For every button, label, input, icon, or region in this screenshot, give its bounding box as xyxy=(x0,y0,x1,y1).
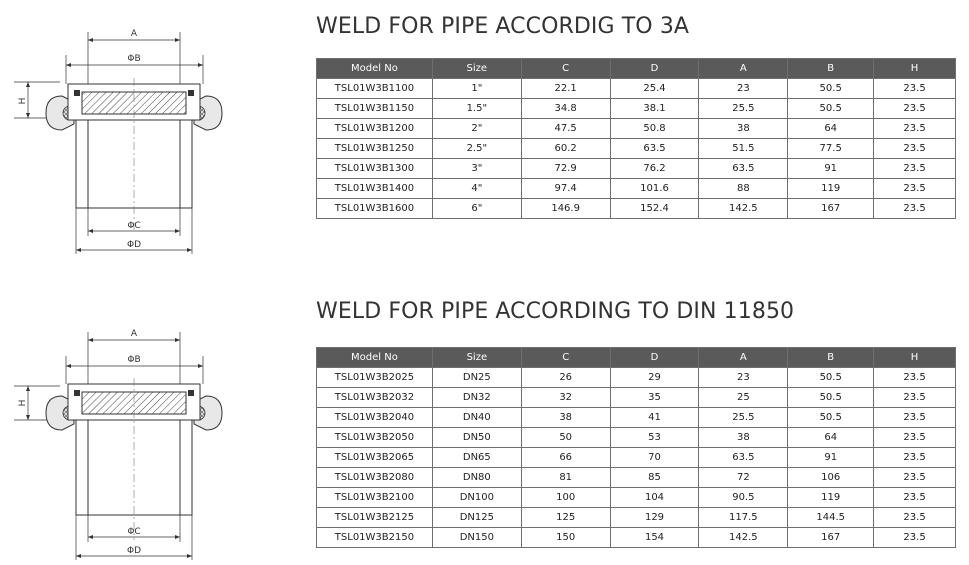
table-cell: 23 xyxy=(699,368,788,388)
table-cell: 66 xyxy=(521,448,610,468)
table-cell: 50.5 xyxy=(788,99,874,119)
table-cell: 100 xyxy=(521,488,610,508)
section-title: WELD FOR PIPE ACCORDING TO DIN 11850 xyxy=(316,299,795,324)
table-cell: TSL01W3B2125 xyxy=(317,508,433,528)
dim-h-label: H xyxy=(18,97,28,105)
table-row xyxy=(317,99,956,119)
dim-b-label: ΦB xyxy=(127,54,141,64)
table-cell: 2" xyxy=(432,119,521,139)
column-header: A xyxy=(699,348,788,368)
table-cell: 70 xyxy=(610,448,699,468)
table-cell: 77.5 xyxy=(788,139,874,159)
spec-table xyxy=(316,347,956,548)
table-cell: 60.2 xyxy=(521,139,610,159)
table-cell: 41 xyxy=(610,408,699,428)
spec-table xyxy=(316,58,956,219)
table-cell: 63.5 xyxy=(699,448,788,468)
table-row xyxy=(317,508,956,528)
table-cell: DN32 xyxy=(432,388,521,408)
column-header: Size xyxy=(432,348,521,368)
table-cell: 23.5 xyxy=(874,488,956,508)
column-header: C xyxy=(521,59,610,79)
table-cell: 152.4 xyxy=(610,199,699,219)
table-cell: 142.5 xyxy=(699,199,788,219)
table-row xyxy=(317,179,956,199)
table-cell: TSL01W3B1400 xyxy=(317,179,433,199)
table-cell: 167 xyxy=(788,199,874,219)
table-cell: 88 xyxy=(699,179,788,199)
table-cell: 47.5 xyxy=(521,119,610,139)
table-cell: 50.5 xyxy=(788,408,874,428)
table-cell: TSL01W3B1100 xyxy=(317,79,433,99)
table-cell: 106 xyxy=(788,468,874,488)
table-row xyxy=(317,159,956,179)
table-row xyxy=(317,368,956,388)
table-cell: 38 xyxy=(521,408,610,428)
table-cell: 72 xyxy=(699,468,788,488)
table-row xyxy=(317,408,956,428)
table-cell: 1" xyxy=(432,79,521,99)
table-cell: 26 xyxy=(521,368,610,388)
table-cell: 144.5 xyxy=(788,508,874,528)
table-cell: 91 xyxy=(788,159,874,179)
table-row xyxy=(317,488,956,508)
table-row xyxy=(317,468,956,488)
table-row xyxy=(317,448,956,468)
table-cell: 119 xyxy=(788,488,874,508)
table-cell: TSL01W3B2100 xyxy=(317,488,433,508)
column-header: A xyxy=(699,59,788,79)
table-cell: DN100 xyxy=(432,488,521,508)
table-cell: 2.5" xyxy=(432,139,521,159)
table-cell: TSL01W3B2050 xyxy=(317,428,433,448)
table-row xyxy=(317,428,956,448)
table-cell: 3" xyxy=(432,159,521,179)
table-cell: 23.5 xyxy=(874,428,956,448)
table-cell: 101.6 xyxy=(610,179,699,199)
table-cell: 90.5 xyxy=(699,488,788,508)
table-cell: DN40 xyxy=(432,408,521,428)
table-cell: 53 xyxy=(610,428,699,448)
table-cell: 23.5 xyxy=(874,79,956,99)
section-title: WELD FOR PIPE ACCORDIG TO 3A xyxy=(316,14,690,39)
table-cell: 25.4 xyxy=(610,79,699,99)
table-cell: 150 xyxy=(521,528,610,548)
fitting-drawing xyxy=(0,290,300,565)
table-cell: TSL01W3B2032 xyxy=(317,388,433,408)
table-row xyxy=(317,139,956,159)
column-header: C xyxy=(521,348,610,368)
table-cell: 146.9 xyxy=(521,199,610,219)
table-cell: 25.5 xyxy=(699,99,788,119)
table-cell: 34.8 xyxy=(521,99,610,119)
table-cell: 23.5 xyxy=(874,368,956,388)
table-row xyxy=(317,528,956,548)
table-header-row xyxy=(317,59,956,79)
table-cell: 63.5 xyxy=(699,159,788,179)
table-cell: TSL01W3B2080 xyxy=(317,468,433,488)
table-cell: 6" xyxy=(432,199,521,219)
table-row xyxy=(317,388,956,408)
table-cell: TSL01W3B1150 xyxy=(317,99,433,119)
table-cell: DN80 xyxy=(432,468,521,488)
table-cell: 35 xyxy=(610,388,699,408)
fitting-drawing xyxy=(0,0,300,290)
table-cell: 23.5 xyxy=(874,388,956,408)
table-cell: 23.5 xyxy=(874,448,956,468)
table-cell: 29 xyxy=(610,368,699,388)
table-cell: DN65 xyxy=(432,448,521,468)
table-cell: 23.5 xyxy=(874,528,956,548)
dim-c-label: ΦC xyxy=(127,221,141,231)
table-cell: TSL01W3B1300 xyxy=(317,159,433,179)
table-cell: 117.5 xyxy=(699,508,788,528)
table-cell: 23.5 xyxy=(874,139,956,159)
dim-b-label: ΦB xyxy=(127,355,141,365)
table-cell: TSL01W3B2040 xyxy=(317,408,433,428)
table-cell: 4" xyxy=(432,179,521,199)
column-header: Model No xyxy=(317,348,433,368)
table-cell: 129 xyxy=(610,508,699,528)
table-cell: 23.5 xyxy=(874,159,956,179)
table-cell: 38.1 xyxy=(610,99,699,119)
column-header: D xyxy=(610,59,699,79)
table-cell: 23.5 xyxy=(874,119,956,139)
dim-a-label: A xyxy=(130,329,138,339)
table-row xyxy=(317,199,956,219)
table-row xyxy=(317,79,956,99)
table-cell: 32 xyxy=(521,388,610,408)
column-header: H xyxy=(874,59,956,79)
table-cell: 81 xyxy=(521,468,610,488)
table-cell: TSL01W3B2025 xyxy=(317,368,433,388)
table-cell: 23.5 xyxy=(874,468,956,488)
table-cell: TSL01W3B1250 xyxy=(317,139,433,159)
table-cell: 22.1 xyxy=(521,79,610,99)
table-cell: 64 xyxy=(788,428,874,448)
dim-d-label: ΦD xyxy=(126,546,142,556)
table-cell: TSL01W3B1200 xyxy=(317,119,433,139)
table-cell: 104 xyxy=(610,488,699,508)
table-cell: 154 xyxy=(610,528,699,548)
table-cell: 23.5 xyxy=(874,408,956,428)
table-cell: 23.5 xyxy=(874,199,956,219)
column-header: D xyxy=(610,348,699,368)
table-cell: 51.5 xyxy=(699,139,788,159)
table-cell: 38 xyxy=(699,428,788,448)
table-cell: 119 xyxy=(788,179,874,199)
table-cell: 1.5" xyxy=(432,99,521,119)
table-cell: 50 xyxy=(521,428,610,448)
table-cell: 50.8 xyxy=(610,119,699,139)
table-cell: DN125 xyxy=(432,508,521,528)
column-header: B xyxy=(788,59,874,79)
table-cell: 85 xyxy=(610,468,699,488)
table-cell: TSL01W3B2150 xyxy=(317,528,433,548)
table-cell: 64 xyxy=(788,119,874,139)
table-cell: TSL01W3B2065 xyxy=(317,448,433,468)
table-cell: DN150 xyxy=(432,528,521,548)
table-cell: DN50 xyxy=(432,428,521,448)
table-cell: 25.5 xyxy=(699,408,788,428)
table-cell: 38 xyxy=(699,119,788,139)
dim-h-label: H xyxy=(18,399,28,407)
table-cell: 23.5 xyxy=(874,508,956,528)
dim-d-label: ΦD xyxy=(126,240,142,250)
table-cell: 91 xyxy=(788,448,874,468)
table-cell: DN25 xyxy=(432,368,521,388)
table-cell: 63.5 xyxy=(610,139,699,159)
table-cell: 25 xyxy=(699,388,788,408)
table-cell: 167 xyxy=(788,528,874,548)
dim-a-label: A xyxy=(130,29,138,39)
table-cell: 23 xyxy=(699,79,788,99)
table-header-row xyxy=(317,348,956,368)
table-cell: TSL01W3B1600 xyxy=(317,199,433,219)
table-cell: 142.5 xyxy=(699,528,788,548)
table-cell: 50.5 xyxy=(788,388,874,408)
column-header: Size xyxy=(432,59,521,79)
dim-c-label: ΦC xyxy=(127,527,141,537)
table-cell: 23.5 xyxy=(874,179,956,199)
table-cell: 97.4 xyxy=(521,179,610,199)
table-cell: 72.9 xyxy=(521,159,610,179)
table-row xyxy=(317,119,956,139)
column-header: H xyxy=(874,348,956,368)
table-cell: 125 xyxy=(521,508,610,528)
table-cell: 50.5 xyxy=(788,79,874,99)
table-cell: 76.2 xyxy=(610,159,699,179)
table-cell: 50.5 xyxy=(788,368,874,388)
column-header: Model No xyxy=(317,59,433,79)
column-header: B xyxy=(788,348,874,368)
table-cell: 23.5 xyxy=(874,99,956,119)
